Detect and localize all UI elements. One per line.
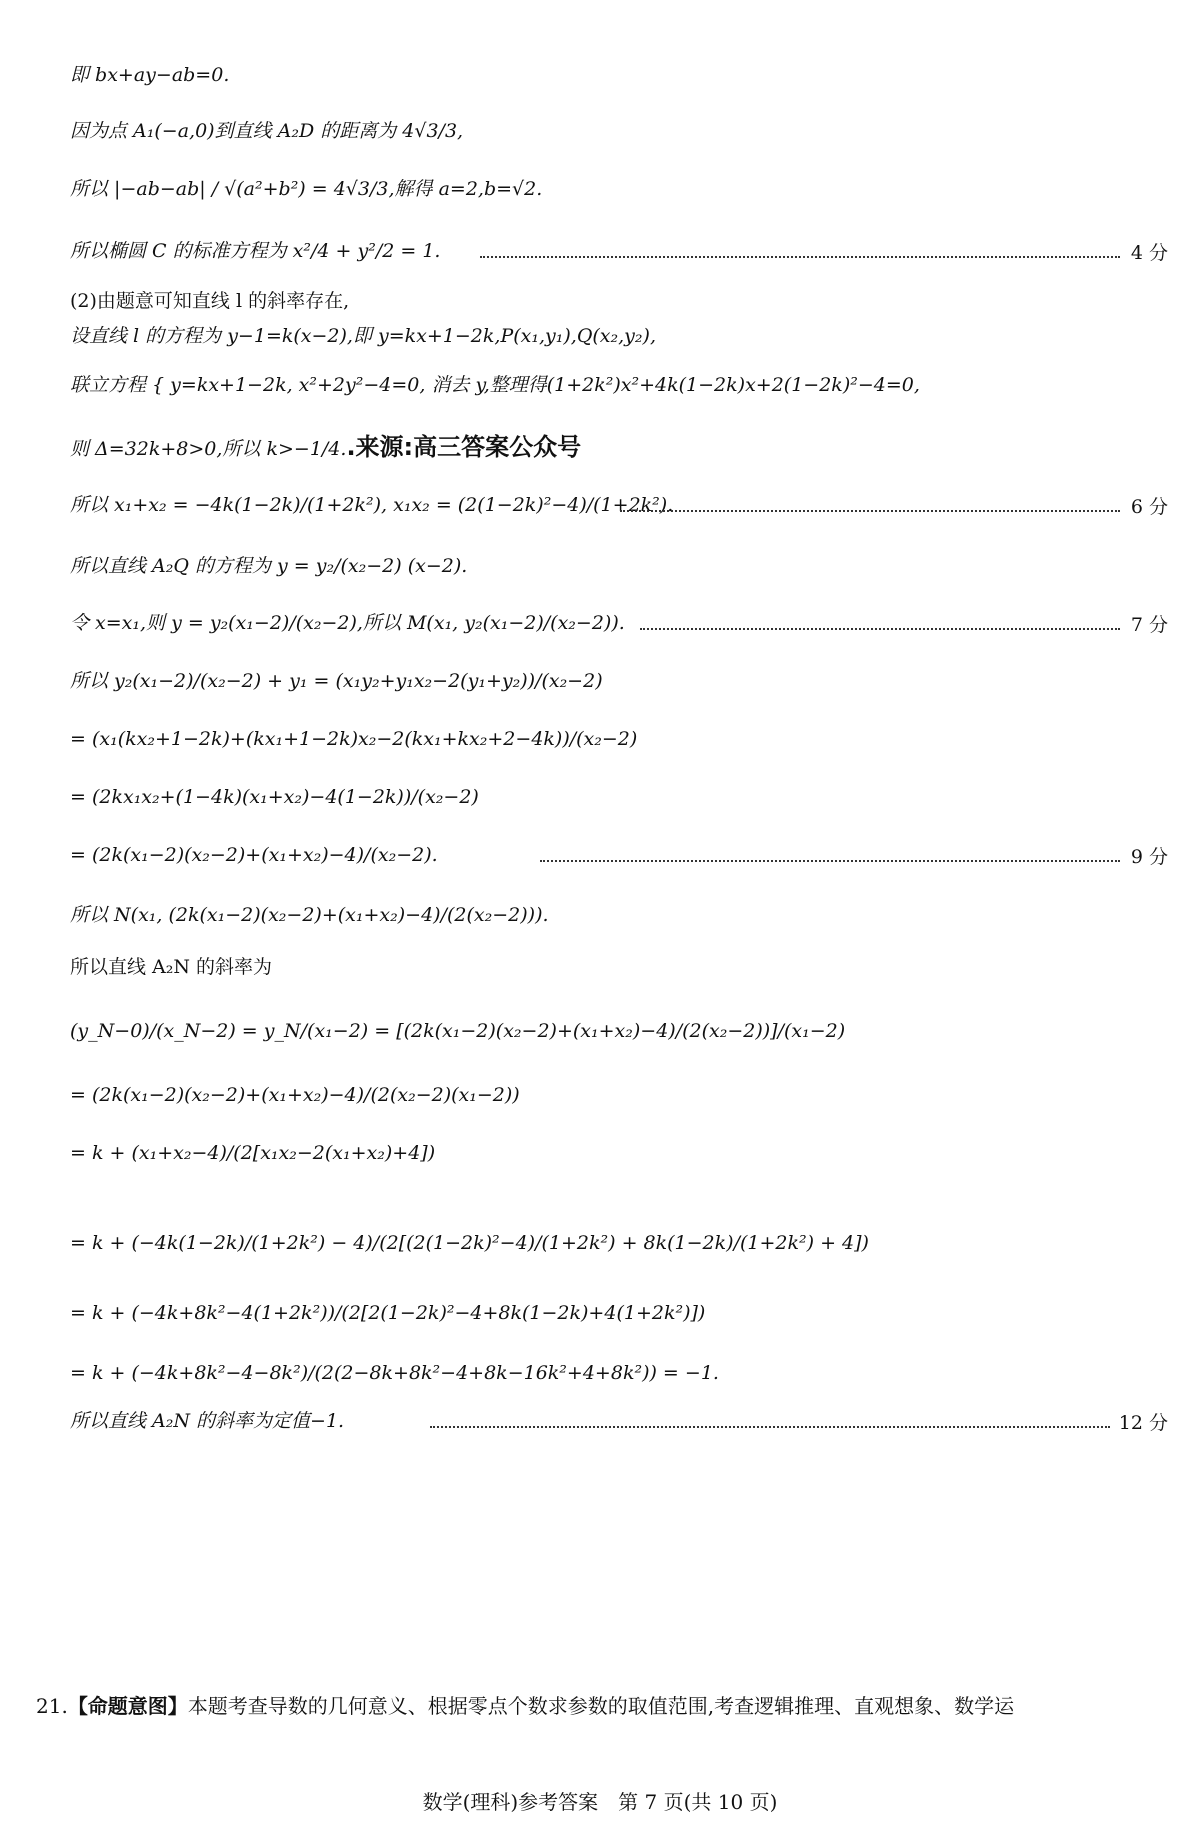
line-19: = (2k(x₁−2)(x₂−2)+(x₁+x₂)−4)/(2(x₂−2)(x₁−2)) [70,1084,520,1106]
line-7: 联立方程 { y=kx+1−2k, x²+2y²−4=0, 消去 y,整理得(1+2k²)x²+4k(1−2k)x+2(1−2k)²−4=0, [70,374,920,396]
line-9: 所以 x₁+x₂ = −4k(1−2k)/(1+2k²), x₁x₂ = (2(1−2k)²−4)/(1+2k²). [70,494,674,516]
delta-text: 则 Δ=32k+8>0,所以 k>−1/4. [70,438,347,460]
line-12: 所以 y₂(x₁−2)/(x₂−2) + y₁ = (x₁y₂+y₁x₂−2(y₁+y₂))/(x₂−2) [70,670,603,692]
question-tag: 【命题意图】 [67,1694,188,1718]
score-9: 9 分 [1130,846,1168,868]
line-21: = k + (−4k(1−2k)/(1+2k²) − 4)/(2[(2(1−2k)²−4)/(1+2k²) + 8k(1−2k)/(1+2k²) + 4]) [70,1232,869,1254]
line-24: 所以直线 A₂N 的斜率为定值−1. [70,1410,345,1432]
line-16: 所以 N(x₁, (2k(x₁−2)(x₂−2)+(x₁+x₂)−4)/(2(x₂−2))). [70,904,549,926]
dot-leader [480,256,1120,258]
dot-leader [620,510,1120,512]
dot-leader [640,628,1120,630]
line-13: = (x₁(kx₂+1−2k)+(kx₁+1−2k)x₂−2(kx₁+kx₂+2−4k))/(x₂−2) [70,728,638,750]
line-2: 因为点 A₁(−a,0)到直线 A₂D 的距离为 4√3/3, [70,120,464,142]
score-12: 12 分 [1118,1412,1168,1434]
line-10: 所以直线 A₂Q 的方程为 y = y₂/(x₂−2) (x−2). [70,555,468,577]
line-23: = k + (−4k+8k²−4−8k²)/(2(2−8k+8k²−4+8k−16k²+4+8k²)) = −1. [70,1362,719,1384]
line-15: = (2k(x₁−2)(x₂−2)+(x₁+x₂)−4)/(x₂−2). [70,844,438,866]
score-7: 7 分 [1130,614,1168,636]
score-6: 6 分 [1130,496,1168,518]
line-1: 即 bx+ay−ab=0. [70,64,230,86]
dot-leader [430,1426,1110,1428]
line-22: = k + (−4k+8k²−4(1+2k²))/(2[2(1−2k)²−4+8k(1−2k)+4(1+2k²)]) [70,1302,706,1324]
line-14: = (2kx₁x₂+(1−4k)(x₁+x₂)−4(1−2k))/(x₂−2) [70,786,479,808]
question-text: 本题考查导数的几何意义、根据零点个数求参数的取值范围,考查逻辑推理、直观想象、数学运 [187,1694,1015,1718]
line-3: 所以 |−ab−ab| / √(a²+b²) = 4√3/3,解得 a=2,b=√2. [70,178,543,200]
line-17: 所以直线 A₂N 的斜率为 [70,956,273,978]
score-4: 4 分 [1130,242,1168,264]
line-5: (2)由题意可知直线 l 的斜率存在, [70,290,350,312]
line-11: 令 x=x₁,则 y = y₂(x₁−2)/(x₂−2),所以 M(x₁, y₂(x₁−2)/(x₂−2)). [70,612,625,634]
source-note: .来源:高三答案公众号 [346,433,582,461]
line-20: = k + (x₁+x₂−4)/(2[x₁x₂−2(x₁+x₂)+4]) [70,1142,436,1164]
dot-leader [540,860,1120,862]
question-number: 21. [36,1694,68,1718]
line-6: 设直线 l 的方程为 y−1=k(x−2),即 y=kx+1−2k,P(x₁,y₁),Q(x₂,y₂), [70,325,656,347]
line-4: 所以椭圆 C 的标准方程为 x²/4 + y²/2 = 1. [70,240,441,262]
line-18: (y_N−0)/(x_N−2) = y_N/(x₁−2) = [(2k(x₁−2)(x₂−2)+(x₁+x₂)−4)/(2(x₂−2))]/(x₁−2) [70,1020,846,1042]
page-footer: 数学(理科)参考答案 第 7 页(共 10 页) [422,1790,778,1814]
line-8 [70,434,581,462]
question-21-intro [36,1690,1014,1719]
